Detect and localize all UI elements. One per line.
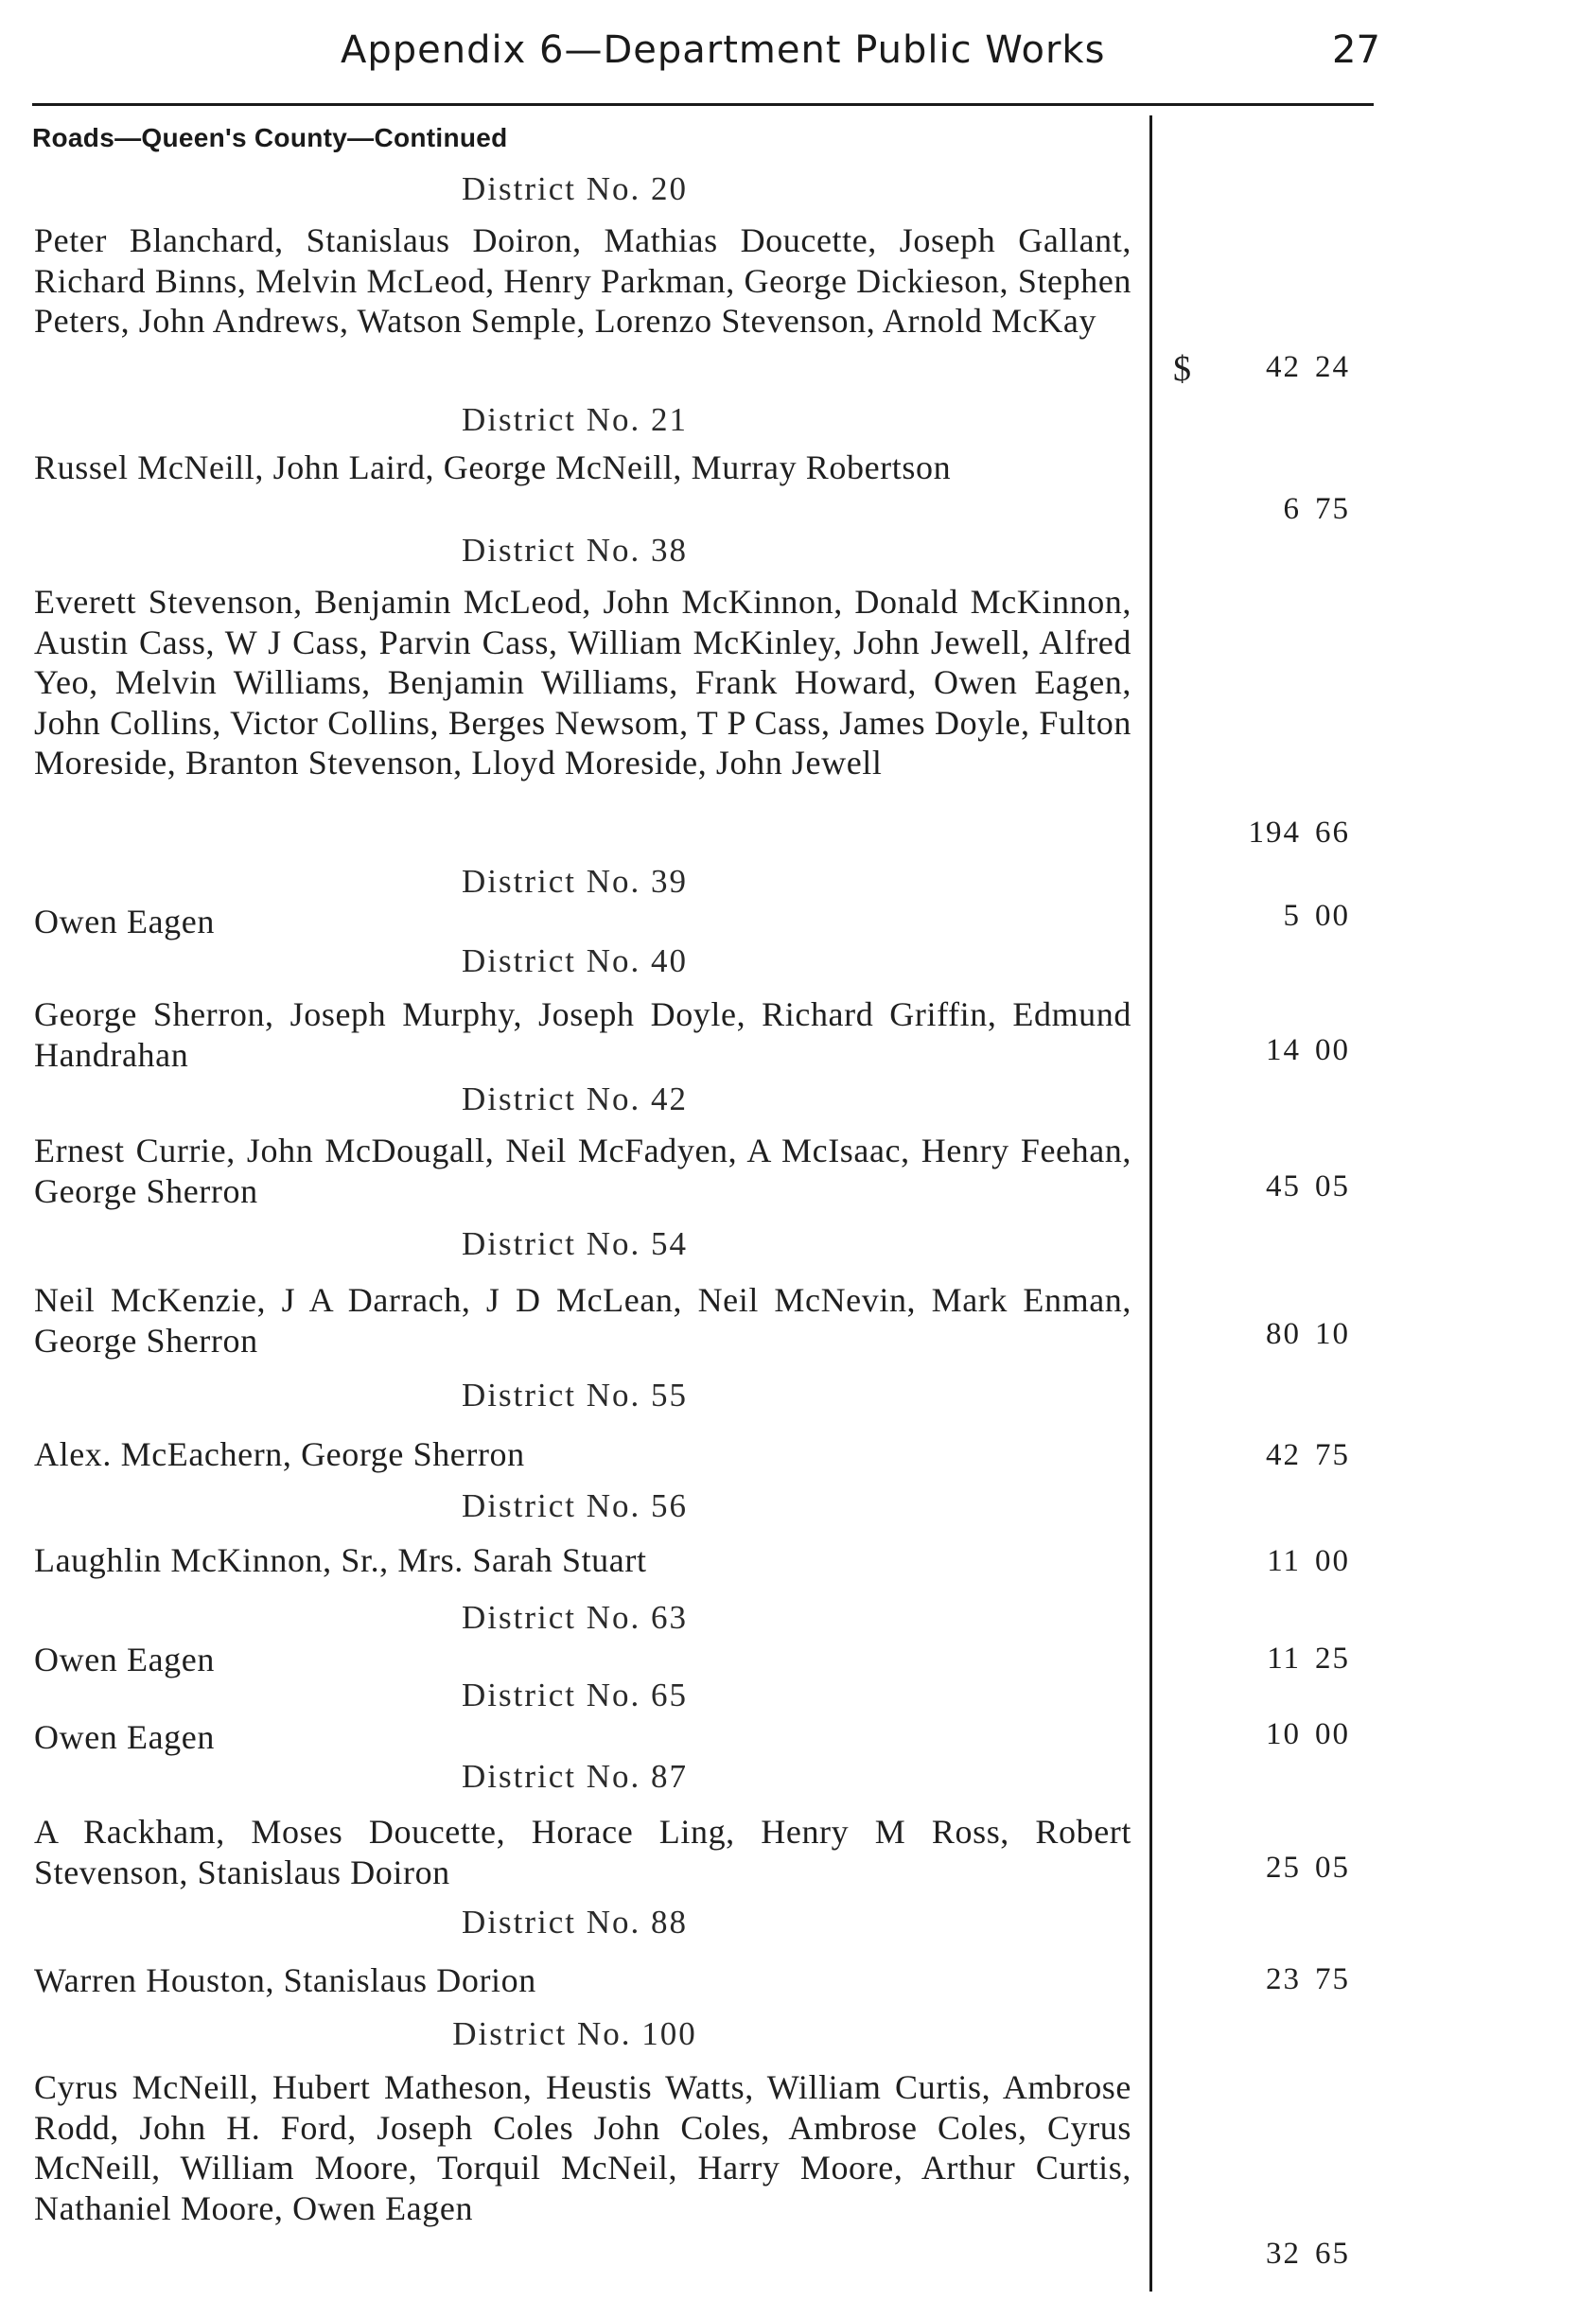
amount-cents: 66 bbox=[1315, 816, 1350, 850]
district-names: Owen Eagen bbox=[34, 903, 215, 940]
district-names: Peter Blanchard, Stanislaus Doiron, Mathias Doucette, Joseph Gallant, Richard Binns, Melvin McLeod, Henry Parkman, George Dickieson, Stephen Peters, John Andrews, Watson Semple, Lorenzo Stevenson, Arnold McKay bbox=[34, 221, 1131, 340]
district-names: Neil McKenzie, J A Darrach, J D McLean, Neil McNevin, Mark Enman, George Sherron bbox=[34, 1281, 1131, 1360]
district-names: Owen Eagen bbox=[34, 1718, 215, 1756]
amount-dollars: 42 bbox=[1266, 350, 1301, 384]
amount-cents: 75 bbox=[1315, 492, 1350, 526]
district-heading: District No. 40 bbox=[461, 942, 688, 979]
amount-dollars: 45 bbox=[1266, 1169, 1301, 1203]
district-heading: District No. 54 bbox=[461, 1225, 688, 1262]
district-heading: District No. 21 bbox=[461, 401, 688, 438]
district-heading: District No. 55 bbox=[461, 1377, 688, 1414]
district-heading: District No. 42 bbox=[461, 1080, 688, 1117]
district-names: Laughlin McKinnon, Sr., Mrs. Sarah Stuart bbox=[34, 1541, 647, 1579]
district-names: Everett Stevenson, Benjamin McLeod, John McKinnon, Donald McKinnon, Austin Cass, W J Cass, Parvin Cass, William McKinley, John Jewell, Alfred Yeo, Melvin Williams, Benjamin Williams, Frank Howard, Owen Eagen, John Collins, Victor Collins, Berges Newsom, T P Cass, James Doyle, Fulton Moreside, Branton Stevenson, Lloyd Moreside, John Jewell bbox=[34, 583, 1131, 782]
amount-dollars: 42 bbox=[1266, 1438, 1301, 1472]
district-heading: District No. 38 bbox=[461, 532, 688, 569]
amount-cents: 75 bbox=[1315, 1962, 1350, 1996]
amount-dollars: 194 bbox=[1248, 816, 1301, 850]
district-heading: District No. 63 bbox=[461, 1599, 688, 1636]
section-heading: Roads—Queen's County—Continued bbox=[32, 123, 508, 152]
amount-dollars: 80 bbox=[1266, 1317, 1301, 1351]
district-heading: District No. 87 bbox=[461, 1758, 688, 1795]
amount-cents: 10 bbox=[1315, 1317, 1350, 1351]
amount-dollars: 23 bbox=[1266, 1962, 1301, 1996]
amount-cents: 00 bbox=[1315, 899, 1350, 933]
district-names: George Sherron, Joseph Murphy, Joseph Doyle, Richard Griffin, Edmund Handrahan bbox=[34, 995, 1131, 1074]
amount-dollars: 11 bbox=[1267, 1544, 1301, 1578]
amount-dollars: 14 bbox=[1266, 1033, 1301, 1067]
district-names: Warren Houston, Stanislaus Dorion bbox=[34, 1961, 536, 1999]
amount-dollars: 11 bbox=[1267, 1642, 1301, 1676]
amount-cents: 05 bbox=[1315, 1851, 1350, 1885]
district-names: Owen Eagen bbox=[34, 1641, 215, 1678]
district-heading: District No. 65 bbox=[461, 1677, 688, 1713]
amount-dollars: 25 bbox=[1266, 1851, 1301, 1885]
currency-symbol: $ bbox=[1173, 349, 1193, 389]
district-heading: District No. 88 bbox=[461, 1904, 688, 1941]
amount-dollars: 6 bbox=[1283, 492, 1301, 526]
amount-cents: 24 bbox=[1315, 350, 1350, 384]
district-names: Russel McNeill, John Laird, George McNeill, Murray Robertson bbox=[34, 448, 952, 486]
district-heading: District No. 100 bbox=[452, 2015, 697, 2052]
district-names: Alex. McEachern, George Sherron bbox=[34, 1435, 525, 1473]
district-names: Ernest Currie, John McDougall, Neil McFadyen, A McIsaac, Henry Feehan, George Sherron bbox=[34, 1132, 1131, 1210]
amount-cents: 00 bbox=[1315, 1033, 1350, 1067]
amount-cents: 00 bbox=[1315, 1717, 1350, 1751]
district-heading: District No. 39 bbox=[461, 863, 688, 900]
amount-cents: 05 bbox=[1315, 1169, 1350, 1203]
running-head: Appendix 6—Department Public Works bbox=[341, 28, 1106, 72]
district-names: A Rackham, Moses Doucette, Horace Ling, Henry M Ross, Robert Stevenson, Stanislaus Doiron bbox=[34, 1813, 1131, 1891]
amount-dollars: 5 bbox=[1283, 899, 1301, 933]
amount-cents: 00 bbox=[1315, 1544, 1350, 1578]
amount-cents: 65 bbox=[1315, 2237, 1350, 2271]
amount-column-rule bbox=[1149, 115, 1152, 2292]
header-rule bbox=[32, 103, 1374, 106]
district-names: Cyrus McNeill, Hubert Matheson, Heustis Watts, William Curtis, Ambrose Rodd, John H. Ford, Joseph Coles John Coles, Ambrose Coles, Cyrus McNeill, William Moore, Torquil McNeil, Harry Moore, Arthur Curtis, Nathaniel Moore, Owen Eagen bbox=[34, 2068, 1131, 2227]
page-number: 27 bbox=[1332, 28, 1380, 72]
amount-dollars: 10 bbox=[1266, 1717, 1301, 1751]
district-heading: District No. 56 bbox=[461, 1487, 688, 1524]
amount-cents: 25 bbox=[1315, 1642, 1350, 1676]
district-heading: District No. 20 bbox=[461, 170, 688, 207]
amount-cents: 75 bbox=[1315, 1438, 1350, 1472]
amount-dollars: 32 bbox=[1266, 2237, 1301, 2271]
